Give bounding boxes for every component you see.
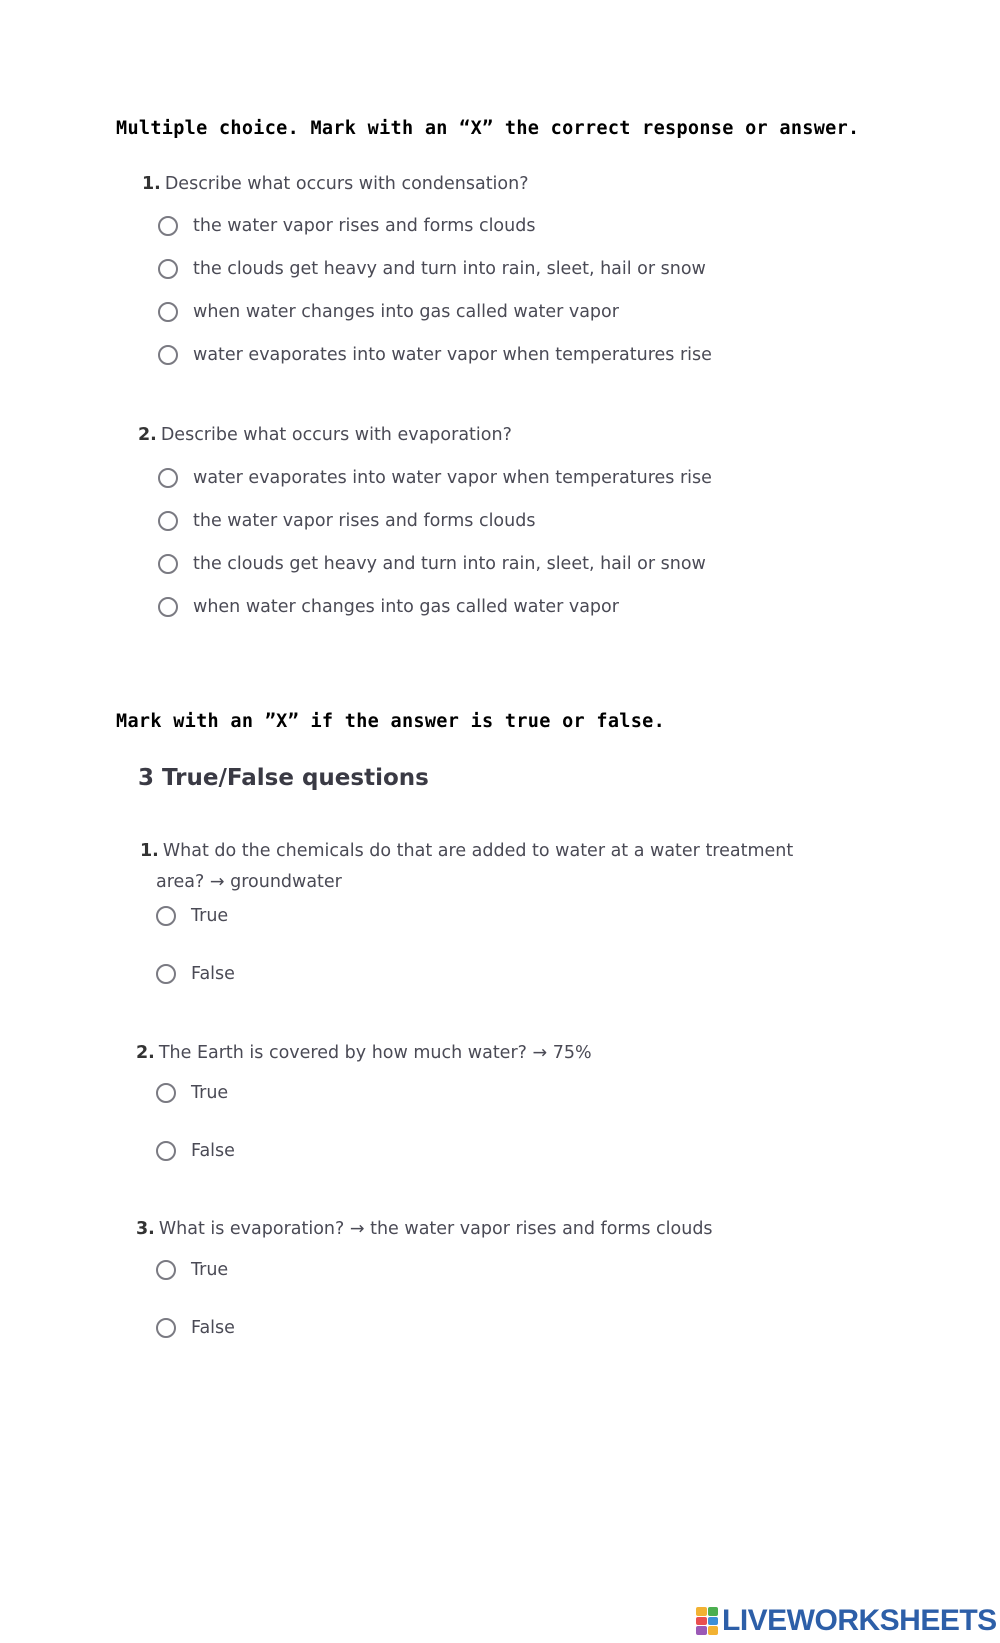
option-label: False: [191, 1318, 235, 1338]
option-label: the clouds get heavy and turn into rain, sleet, hail or snow: [193, 259, 706, 279]
tf-q1-false[interactable]: [156, 960, 235, 988]
question-text: Describe what occurs with evaporation?: [160, 425, 512, 445]
option-label: when water changes into gas called water vapor: [193, 302, 619, 322]
radio-button[interactable]: [158, 511, 178, 531]
multiple-choice-instruction: Multiple choice. Mark with an “X” the correct response or answer.: [116, 118, 860, 139]
mc-q2-option-3[interactable]: [158, 550, 706, 578]
tf-q3-true[interactable]: [156, 1256, 228, 1284]
question-text: What is evaporation? → the water vapor rises and forms clouds: [158, 1219, 713, 1239]
radio-button[interactable]: [156, 964, 176, 984]
tf-question-3: [136, 1214, 713, 1245]
option-label: True: [191, 1083, 229, 1103]
question-number: 2.: [136, 1043, 155, 1063]
question-number: 1.: [140, 841, 159, 861]
mc-q2-option-1[interactable]: [158, 464, 712, 492]
radio-button[interactable]: [156, 1318, 176, 1338]
option-label: the water vapor rises and forms clouds: [193, 511, 536, 531]
true-false-instruction: Mark with an ”X” if the answer is true or false.: [116, 711, 666, 732]
tf-q2-true[interactable]: [156, 1079, 228, 1107]
tf-question-2: [136, 1038, 592, 1069]
tf-question-1: [140, 836, 793, 898]
option-label: False: [191, 1141, 235, 1161]
mc-q1-option-2[interactable]: [158, 255, 706, 283]
tf-q2-false[interactable]: [156, 1137, 235, 1165]
radio-button[interactable]: [158, 345, 178, 365]
question-text: Describe what occurs with condensation?: [164, 174, 529, 194]
option-label: water evaporates into water vapor when temperatures rise: [193, 345, 712, 365]
mc-question-2: [138, 420, 512, 451]
radio-button[interactable]: [156, 1141, 176, 1161]
question-text-continued: area? → groundwater: [156, 872, 342, 892]
question-number: 2.: [138, 425, 157, 445]
radio-button[interactable]: [158, 259, 178, 279]
question-text: The Earth is covered by how much water? → 75%: [158, 1043, 592, 1063]
radio-button[interactable]: [158, 597, 178, 617]
option-label: when water changes into gas called water vapor: [193, 597, 619, 617]
tf-q1-true[interactable]: [156, 902, 228, 930]
option-label: False: [191, 964, 235, 984]
option-label: the clouds get heavy and turn into rain, sleet, hail or snow: [193, 554, 706, 574]
question-number: 3.: [136, 1219, 155, 1239]
option-label: the water vapor rises and forms clouds: [193, 216, 536, 236]
radio-button[interactable]: [158, 302, 178, 322]
radio-button[interactable]: [156, 906, 176, 926]
radio-button[interactable]: [156, 1260, 176, 1280]
mc-q2-option-4[interactable]: [158, 593, 619, 621]
option-label: water evaporates into water vapor when temperatures rise: [193, 468, 712, 488]
mc-q1-option-1[interactable]: [158, 212, 535, 240]
radio-button[interactable]: [156, 1083, 176, 1103]
mc-q1-option-3[interactable]: [158, 298, 619, 326]
logo-mark-icon: [696, 1607, 718, 1635]
mc-q1-option-4[interactable]: [158, 341, 712, 369]
question-number: 1.: [142, 174, 161, 194]
radio-button[interactable]: [158, 468, 178, 488]
section-title: 3 True/False questions: [138, 765, 429, 791]
liveworksheets-logo: [696, 1604, 997, 1638]
radio-button[interactable]: [158, 554, 178, 574]
logo-text: LIVEWORKSHEETS: [722, 1604, 997, 1637]
mc-q2-option-2[interactable]: [158, 507, 535, 535]
question-text: What do the chemicals do that are added to water at a water treatment: [162, 841, 794, 861]
tf-q3-false[interactable]: [156, 1314, 235, 1342]
option-label: True: [191, 1260, 229, 1280]
radio-button[interactable]: [158, 216, 178, 236]
mc-question-1: [142, 169, 529, 200]
option-label: True: [191, 906, 229, 926]
